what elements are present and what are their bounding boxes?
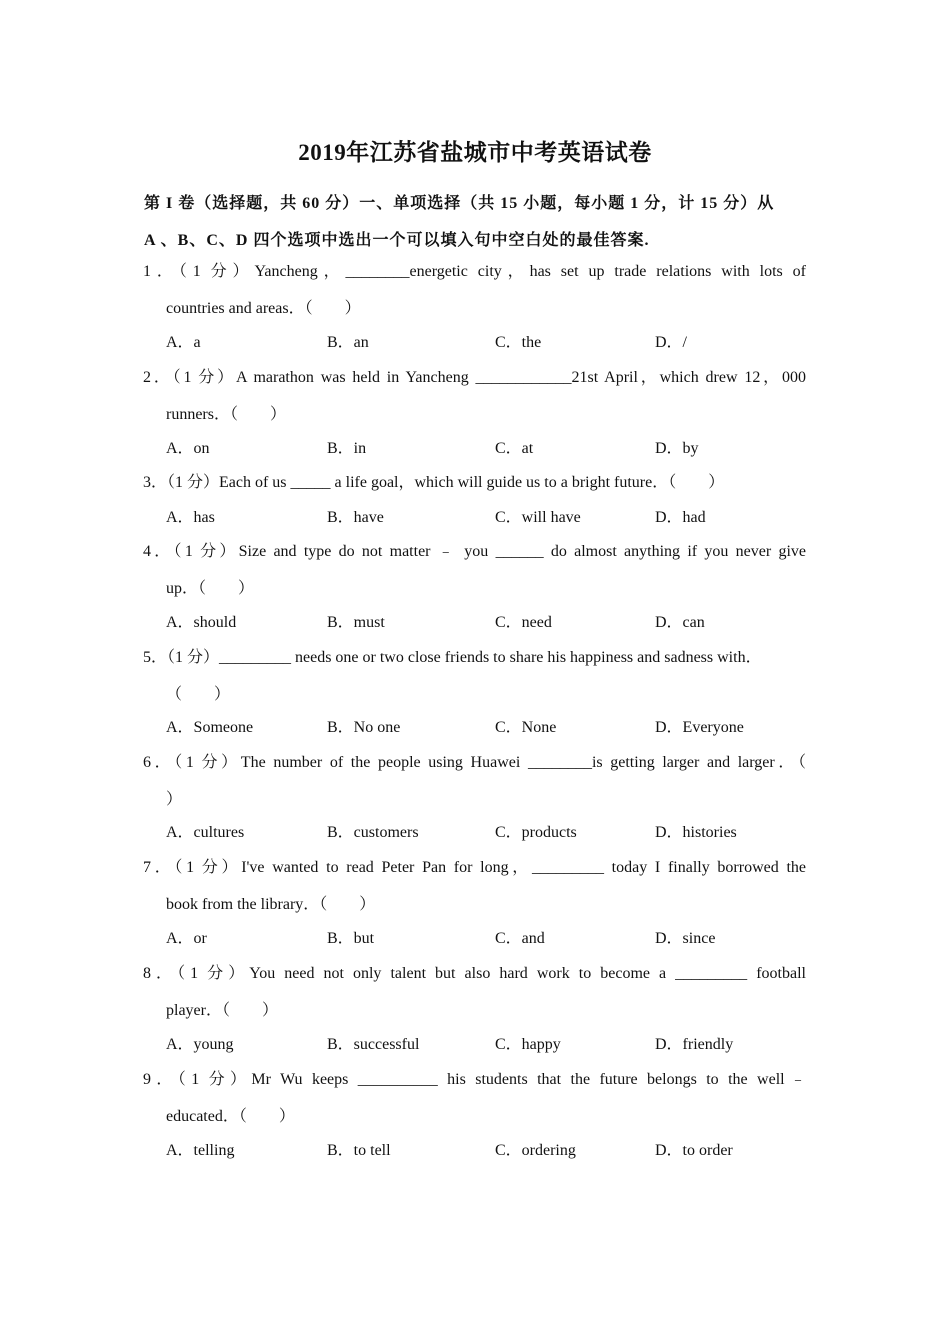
option-a: A．on — [166, 440, 210, 457]
option-d: D．Everyone — [655, 719, 744, 736]
option-a: A．should — [166, 614, 237, 631]
instructions-line-2: A 、B、C、D 四个选项中选出一个可以填入句中空白处的最佳答案. — [144, 232, 650, 249]
option-d: D．/ — [655, 334, 688, 351]
option-a: A．or — [166, 930, 207, 947]
question-text: 9．（1 分）Mr Wu keeps __________ his students that the future belongs to the well﹣ — [143, 1071, 806, 1088]
option-b: B．No one — [327, 719, 401, 736]
option-a: A．Someone — [166, 719, 254, 736]
question-text-cont: educated．（ ） — [166, 1108, 295, 1125]
question-text: 6．（1 分）The number of the people using Huawei ________is getting larger and larger．（ — [143, 754, 806, 771]
option-b: B．customers — [327, 824, 419, 841]
question-text-cont: runners．（ ） — [166, 406, 286, 423]
page-title: 2019年江苏省盐城市中考英语试卷 — [298, 140, 652, 165]
option-c: C．will have — [495, 509, 581, 526]
option-c: C．the — [495, 334, 542, 351]
option-b: B．successful — [327, 1036, 420, 1053]
option-c: C．at — [495, 440, 534, 457]
question-text-cont: countries and areas．（ ） — [166, 300, 361, 317]
option-c: C．happy — [495, 1036, 561, 1053]
option-a: A．telling — [166, 1142, 235, 1159]
option-b: B．have — [327, 509, 384, 526]
option-c: C．and — [495, 930, 545, 947]
option-b: B．an — [327, 334, 369, 351]
option-a: A．a — [166, 334, 201, 351]
option-b: B．in — [327, 440, 367, 457]
option-d: D．histories — [655, 824, 737, 841]
question-text: 7．（1 分）I've wanted to read Peter Pan for long，_________ today I finally borrowed the — [143, 859, 806, 876]
instructions-line-1: 第 I 卷（选择题，共 60 分）一、单项选择（共 15 小题，每小题 1 分，计 15 分）从 — [144, 195, 775, 212]
question-text: 3．（1 分）Each of us _____ a life goal，which will guide us to a bright future．（ ） — [143, 474, 725, 491]
option-b: B．to tell — [327, 1142, 391, 1159]
question-text: 4．（1 分）Size and type do not matter ﹣ you ______ do almost anything if you never give — [143, 543, 806, 560]
option-a: A．cultures — [166, 824, 245, 841]
option-d: D．since — [655, 930, 716, 947]
question-text-cont: （ ） — [166, 686, 231, 703]
question-text: 5．（1 分）_________ needs one or two close friends to share his happiness and sadness with． — [143, 649, 762, 666]
option-a: A．young — [166, 1036, 234, 1053]
question-text-cont: book from the library．（ ） — [166, 896, 376, 913]
option-d: D．had — [655, 509, 706, 526]
option-b: B．must — [327, 614, 385, 631]
option-d: D．by — [655, 440, 699, 457]
question-text: 1．（1 分）Yancheng，________energetic city，has set up trade relations with lots of — [143, 263, 806, 280]
question-text-cont: ） — [166, 791, 183, 808]
option-d: D．friendly — [655, 1036, 734, 1053]
option-c: C．products — [495, 824, 577, 841]
question-text: 2．（1 分）A marathon was held in Yancheng ____________21st April，which drew 12，000 — [143, 369, 806, 386]
question-text-cont: up．（ ） — [166, 580, 255, 597]
question-text: 8．（1 分）You need not only talent but also hard work to become a _________ football — [143, 965, 806, 982]
option-d: D．can — [655, 614, 705, 631]
option-c: C．None — [495, 719, 557, 736]
option-c: C．need — [495, 614, 552, 631]
question-text-cont: player．（ ） — [166, 1002, 278, 1019]
option-a: A．has — [166, 509, 215, 526]
option-b: B．but — [327, 930, 375, 947]
option-d: D．to order — [655, 1142, 733, 1159]
option-c: C．ordering — [495, 1142, 576, 1159]
